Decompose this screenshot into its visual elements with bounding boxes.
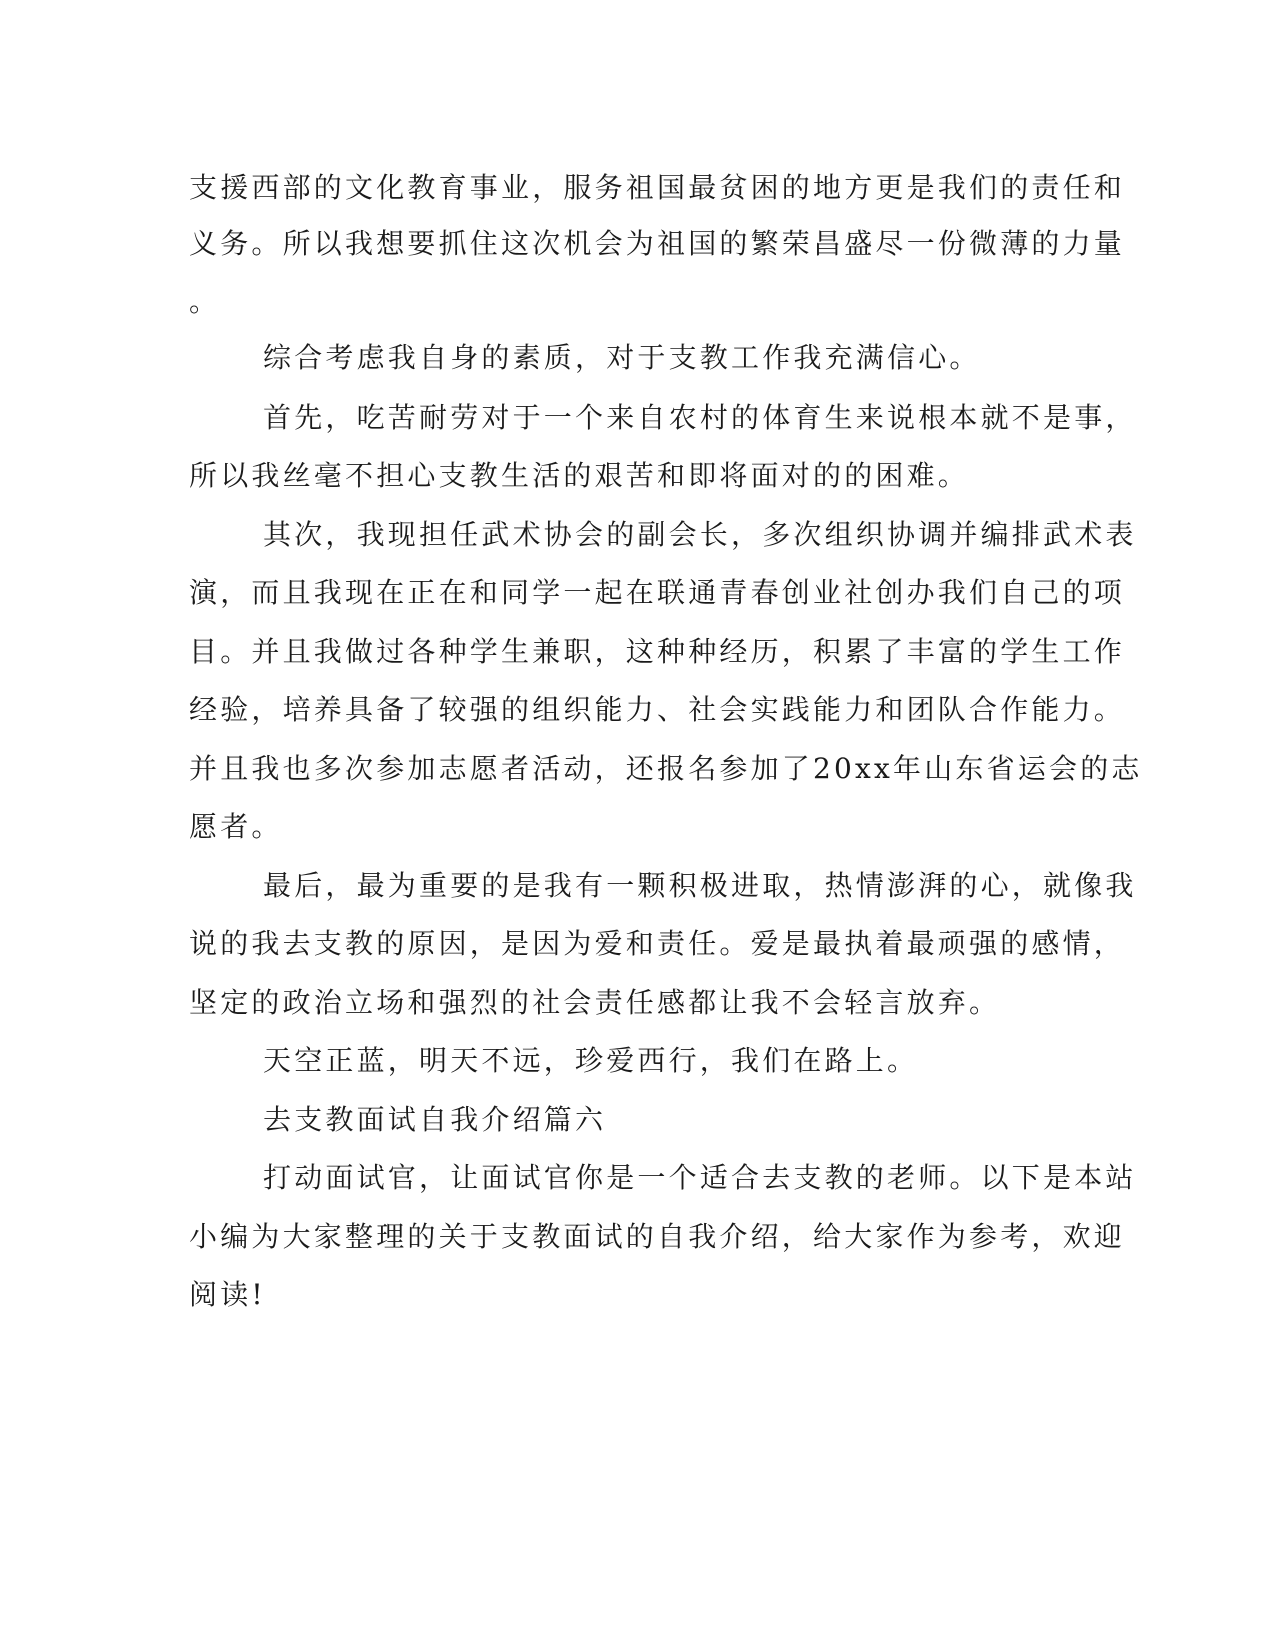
text-line: 说的我去支教的原因，是因为爱和责任。爱是最执着最顽强的感情， — [189, 927, 1126, 960]
text-line: 坚定的政治立场和强烈的社会责任感都让我不会轻言放弃。 — [189, 986, 1001, 1019]
text-line: 目。并且我做过各种学生兼职，这种种经历，积累了丰富的学生工作 — [189, 635, 1126, 668]
section-heading: 去支教面试自我介绍篇六 — [263, 1103, 607, 1136]
text-line: 所以我丝毫不担心支教生活的艰苦和即将面对的的困难。 — [189, 459, 970, 492]
text-line: 小编为大家整理的关于支教面试的自我介绍，给大家作为参考，欢迎 — [189, 1220, 1126, 1253]
text-line: 愿者。 — [189, 810, 283, 843]
paragraph-line: 综合考虑我自身的素质，对于支教工作我充满信心。 — [263, 341, 981, 374]
paragraph-line: 天空正蓝，明天不远，珍爱西行，我们在路上。 — [263, 1044, 919, 1077]
text-line: 。 — [189, 285, 221, 318]
text-line: 义务。所以我想要抓住这次机会为祖国的繁荣昌盛尽一份微薄的力量 — [189, 227, 1126, 260]
paragraph-line: 其次，我现担任武术协会的副会长，多次组织协调并编排武术表 — [263, 518, 1137, 551]
text-line: 经验，培养具备了较强的组织能力、社会实践能力和团队合作能力。 — [189, 693, 1126, 726]
paragraph-line: 打动面试官，让面试官你是一个适合去支教的老师。以下是本站 — [263, 1161, 1137, 1194]
text-line: 支援西部的文化教育事业，服务祖国最贫困的地方更是我们的责任和 — [189, 171, 1126, 204]
paragraph-line: 最后，最为重要的是我有一颗积极进取，热情澎湃的心，就像我 — [263, 869, 1137, 902]
text-line: 演，而且我现在正在和同学一起在联通青春创业社创办我们自己的项 — [189, 576, 1126, 609]
paragraph-line: 首先，吃苦耐劳对于一个来自农村的体育生来说根本就不是事， — [263, 401, 1137, 434]
text-line: 并且我也多次参加志愿者活动，还报名参加了20xx年山东省运会的志 — [189, 752, 1143, 785]
text-line: 阅读! — [189, 1278, 266, 1311]
